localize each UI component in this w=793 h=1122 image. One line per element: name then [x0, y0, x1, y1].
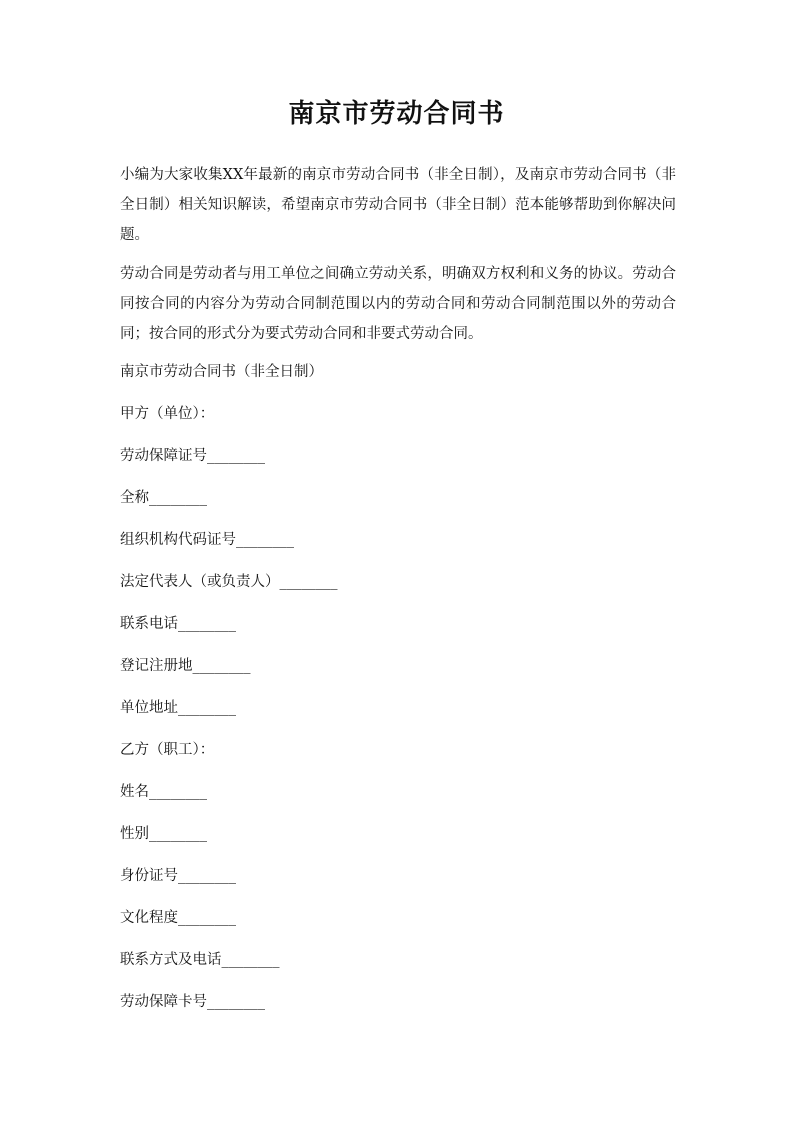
form-field-full-name: 全称________: [120, 490, 207, 506]
form-field-labor-security-no: 劳动保障证号________: [120, 448, 265, 464]
form-field-org-code: 组织机构代码证号________: [120, 532, 294, 548]
document-title: 南京市劳动合同书: [288, 99, 505, 129]
form-field-company-address: 单位地址________: [120, 700, 236, 716]
form-field-contact-info: 联系方式及电话________: [120, 952, 280, 968]
form-field-name: 姓名________: [120, 784, 207, 800]
form-field-gender: 性别________: [120, 826, 207, 842]
intro-paragraph: 小编为大家收集XX年最新的南京市劳动合同书（非全日制），及南京市劳动合同书（非全日制）相关知识解读，希望南京市劳动合同书（非全日制）范本能够帮助到你解决问题。: [120, 167, 676, 243]
form-field-legal-representative: 法定代表人（或负责人）________: [120, 574, 338, 590]
form-field-registration-place: 登记注册地________: [120, 658, 251, 674]
party-b-label: 乙方（职工）：: [120, 742, 215, 758]
party-a-label: 甲方（单位）：: [120, 406, 215, 422]
form-field-education: 文化程度________: [120, 910, 236, 926]
definition-paragraph: 劳动合同是劳动者与用工单位之间确立劳动关系，明确双方权利和义务的协议。劳动合同按合同的内容分为劳动合同制范围以内的劳动合同和劳动合同制范围以外的劳动合同；按合同的形式分为要式劳动合同和非要式劳动合同。: [120, 266, 676, 342]
form-field-contact-phone: 联系电话________: [120, 616, 236, 632]
form-field-id-number: 身份证号________: [120, 868, 236, 884]
form-field-labor-security-card: 劳动保障卡号________: [120, 994, 265, 1010]
form-heading: 南京市劳动合同书（非全日制）: [120, 364, 323, 380]
